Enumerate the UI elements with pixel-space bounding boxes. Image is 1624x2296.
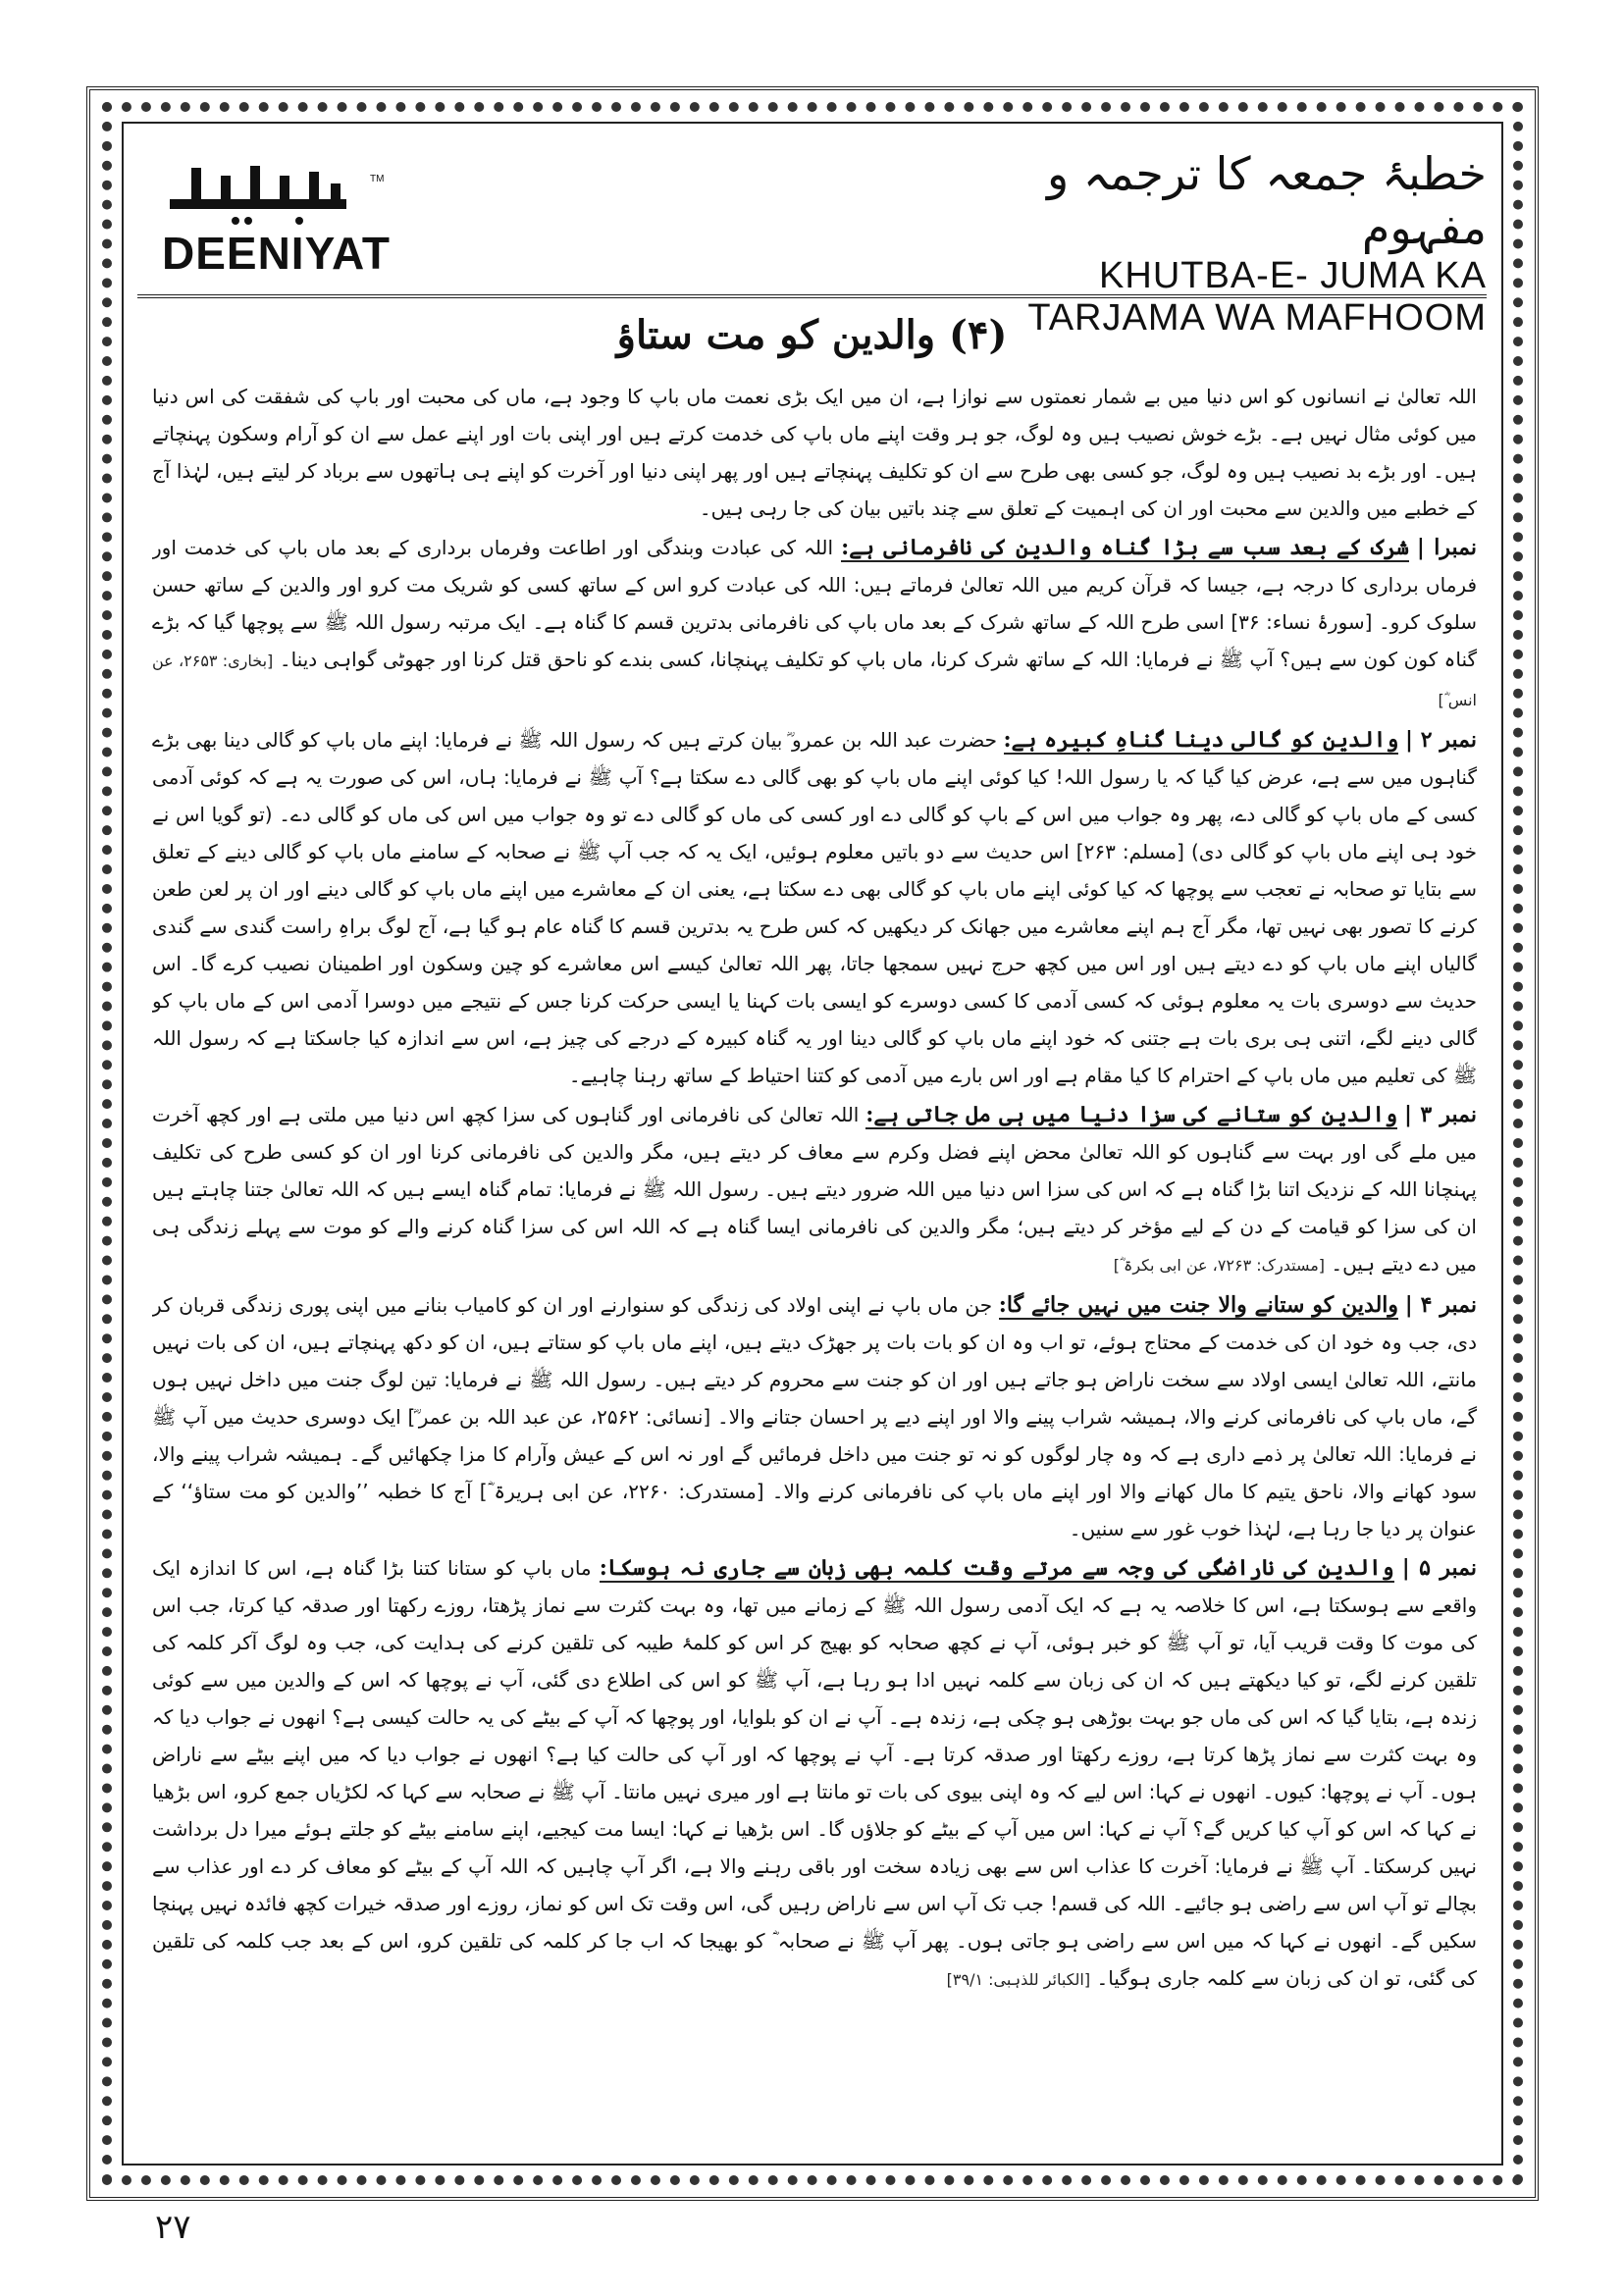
article-body [152,378,1477,2144]
section-number: نمبر ۴ | [1404,1292,1477,1318]
section-reference: [الکبائر للذہبی: ۳۹/۱] [946,1970,1091,1989]
section-text: اللہ کی عبادت وبندگی اور اطاعت وفرماں برداری کے بعد ماں باپ کی خدمت اور فرماں برداری کا درجہ ہے، جیسا کہ قرآن کریم میں اللہ تعالیٰ فرماتے ہیں: اللہ کی عبادت کرو اس کے ساتھ کسی کو شریک مت کرو اور والدین کے ساتھ حسن سلوک کرو۔ [سورۂ نساء: ۳۶] اسی طرح اللہ کے ساتھ شرک کے بعد ماں باپ کی نافرمانی بدترین قسم کا گناہ ہے۔ ایک مرتبہ رسول اللہ ﷺ سے پوچھا گیا کہ بڑے گناہ کون کون سے ہیں؟ آپ ﷺ نے فرمایا: اللہ کے ساتھ شرک کرنا، ماں باپ کو تکلیف پہنچانا، کسی بندے کو ناحق قتل کرنا اور جھوٹی گواہی دینا۔ [152,536,1477,671]
section-5 [152,1549,1477,1999]
section-heading: والدین کی ناراضگی کی وجہ سے مرتے وقت کلمہ بھی زبان سے جاری نہ ہوسکا: [599,1555,1394,1581]
section-text: اللہ تعالیٰ کی نافرمانی اور گناہوں کی سزا کچھ اس دنیا میں ملتی ہے اور کچھ آخرت میں ملے گی اور بہت سے گناہوں کو اللہ تعالیٰ محض اپنے فضل وکرم سے معاف کر دیتے ہیں، مگر والدین کی نافرمانی کرنا اور ان کو کسی طرح کی تکلیف پہنچانا اللہ کے نزدیک اتنا بڑا گناہ ہے کہ اس کی سزا اس دنیا میں اللہ ضرور دیتے ہیں۔ رسول اللہ ﷺ نے فرمایا: تمام گناہ ایسے ہیں کہ اللہ تعالیٰ جتنا چاہتے ہیں ان کی سزا کو قیامت کے دن کے لیے مؤخر کر دیتے ہیں؛ مگر والدین کی نافرمانی ایسا گناہ ہے کہ اللہ اس کی سزا گناہ کرنے والے کو موت سے پہلے زندگی ہی میں دے دیتے ہیں۔ [152,1103,1477,1276]
section-text: جن ماں باپ نے اپنی اولاد کی زندگی کو سنوارنے اور ان کو کامیاب بنانے میں اپنی پوری زندگی قربان کر دی، جب وہ خود ان کی خدمت کے محتاج ہوئے، تو اب وہ ان کو بات بات پر جھڑک دیتے ہیں، اپنے ماں باپ کو ستاتے ہیں، ان کو دکھ پہنچاتے ہیں، ان کی بات نہیں مانتے، اللہ تعالیٰ ایسی اولاد سے سخت ناراض ہو جاتے ہیں اور ان کو جنت سے محروم کر دیتے ہیں۔ رسول اللہ ﷺ نے فرمایا: تین لوگ جنت میں داخل نہیں ہوں گے، ماں باپ کی نافرمانی کرنے والا، ہمیشہ شراب پینے والا اور اپنے دیے پر احسان جتانے والا۔ [نسائی: ۲۵۶۲، عن عبد اللہ بن عمر ؓ] ایک دوسری حدیث میں آپ ﷺ نے فرمایا: اللہ تعالیٰ پر ذمے داری ہے کہ وہ چار لوگوں کو نہ تو جنت میں داخل فرمائیں گے اور نہ اس کے عیش وآرام کا مزا چکھائیں گے۔ ہمیشہ شراب پینے والا، سود کھانے والا، ناحق یتیم کا مال کھانے والا اور اپنے ماں باپ کی نافرمانی کرنے والا۔ [مستدرک: ۲۲۶۰، عن ابی ہریرۃ ؓ] آج کا خطبہ ’’والدین کو مت ستاؤ‘‘ کے عنوان پر دیا جا رہا ہے، لہٰذا خوب غور سے سنیں۔ [152,1293,1477,1540]
section-4 [152,1286,1477,1547]
deeniyat-urdu-logo-mark [162,162,358,231]
section-reference: [مستدرک: ۷۲۶۳، عن ابی بکرۃ ؓ] [1113,1256,1326,1275]
section-3 [152,1096,1477,1284]
logo-wordmark: DEENIYAT [162,228,391,279]
section-reference: [بخاری: ۲۶۵۳، عن انس ؓ] [152,652,1477,709]
trademark-label: TM [370,174,385,184]
intro-paragraph: اللہ تعالیٰ نے انسانوں کو اس دنیا میں بے شمار نعمتوں سے نوازا ہے، ان میں ایک بڑی نعمت ماں باپ کا وجود ہے، ماں کی محبت اور باپ کی شفقت کی اس دنیا میں کوئی مثال نہیں ہے۔ بڑے خوش نصیب ہیں وہ لوگ، جو ہر وقت اپنے ماں باپ کی خدمت کرتے ہیں اور اپنی بات اور اپنے عمل سے ان کو آرام وسکون پہنچاتے ہیں۔ اور بڑے بد نصیب ہیں وہ لوگ، جو کسی بھی طرح سے ان کو تکلیف پہنچاتے ہیں اور پھر اپنی دنیا اور آخرت کو اپنے ہی ہاتھوں سے برباد کر لیتے ہیں، لہٰذا آج کے خطبے میں والدین سے محبت اور ان کی اہمیت کے تعلق سے چند باتیں بیان کی جا رہی ہیں۔ [152,385,1477,520]
page-header [976,147,1487,339]
section-text: ماں باپ کو ستانا کتنا بڑا گناہ ہے، اس کا اندازہ ایک واقعے سے ہوسکتا ہے، اس کا خلاصہ یہ ہے کہ ایک آدمی رسول اللہ ﷺ کے زمانے میں تھا، وہ بہت کثرت سے نماز پڑھتا، روزے رکھتا اور صدقہ کیا کرتا، جب اس کی موت کا وقت قریب آیا، تو آپ ﷺ کو خبر ہوئی، آپ نے کچھ صحابہ کو بھیج کر اس کو کلمۂ طیبہ کی تلقین کرنے کی ہدایت کی، جب وہ لوگ آکر کلمہ کی تلقین کرنے لگے، تو کیا دیکھتے ہیں کہ ان کی زبان سے کلمہ نہیں ادا ہو رہا ہے، آپ ﷺ کو اس کی اطلاع دی گئی، آپ نے پوچھا کہ اس کے والدین میں سے کوئی زندہ ہے، بتایا گیا کہ اس کی ماں جو بہت بوڑھی ہو چکی ہے، زندہ ہے۔ آپ نے ان کو بلوایا، اور پوچھا کہ آپ کے بیٹے کی یہ حالت کیسی ہے؟ انھوں نے جواب دیا کہ وہ بہت کثرت سے نماز پڑھا کرتا ہے، روزے رکھتا اور صدقہ کرتا ہے۔ آپ نے پوچھا کہ اور آپ کی حالت کیا ہے؟ انھوں نے جواب دیا کہ میں اپنے بیٹے سے ناراض ہوں۔ آپ نے پوچھا: کیوں۔ انھوں نے کہا: اس لیے کہ وہ اپنی بیوی کی بات تو مانتا ہے اور میری نہیں مانتا۔ آپ ﷺ نے صحابہ سے کہا کہ لکڑیاں جمع کرو، اس بڑھیا نے کہا کہ اس کو آپ کیا کریں گے؟ آپ نے کہا: اس میں آپ کے بیٹے کو جلاؤں گا۔ اس بڑھیا نے کہا: ایسا مت کیجیے، اپنے سامنے بیٹے کو جلتے ہوئے میرا دل برداشت نہیں کرسکتا۔ آپ ﷺ نے فرمایا: آخرت کا عذاب اس سے بھی زیادہ سخت اور باقی رہنے والا ہے، اگر آپ چاہیں کہ اللہ آپ کے بیٹے کو معاف کر دے اور عذاب سے بچالے تو آپ اس سے راضی ہو جائیے۔ اللہ کی قسم! جب تک آپ اس سے ناراض رہیں گی، اس وقت تک اس کو نماز، روزے اور صدقہ خیرات کچھ فائدہ نہیں پہنچا سکیں گے۔ انھوں نے کہا کہ میں اس سے راضی ہو جاتی ہوں۔ پھر آپ ﷺ نے صحابہ ؓ کو بھیجا کہ اب جا کر کلمہ کی تلقین کرو، اس کے بعد جب کلمہ کی تلقین کی گئی، تو ان کی زبان سے کلمہ جاری ہوگیا۔ [152,1556,1477,1990]
header-english-line1: KHUTBA-E- JUMA KA [1099,255,1487,297]
section-heading: شرک کے بعد سب سے بڑا گناہ والدین کی نافرمانی ہے: [841,535,1409,560]
article-title: (۴) والدین کو مت ستاؤ [616,312,1008,358]
section-heading: والدین کو ستانے والا جنت میں نہیں جائے گا: [998,1292,1399,1318]
section-text: حضرت عبد اللہ بن عمرو ؓ بیان کرتے ہیں کہ رسول اللہ ﷺ نے فرمایا: اپنے ماں باپ کو گالی دینا بھی بڑے گناہوں میں سے ہے، عرض کیا گیا کہ یا رسول اللہ! کیا کوئی اپنے ماں باپ کو بھی گالی دے سکتا ہے؟ آپ ﷺ نے فرمایا: ہاں، اس کی صورت یہ ہے کہ کوئی آدمی کسی کے ماں باپ کو گالی دے، پھر وہ جواب میں اس کے باپ کو گالی دے اور کسی کی ماں کو گالی دے تو وہ جواب میں اس کی ماں کو گالی دے۔ (تو گویا اس نے خود ہی اپنے ماں باپ کو گالی دی) [مسلم: ۲۶۳] اس حدیث سے دو باتیں معلوم ہوئیں، ایک یہ کہ جب آپ ﷺ نے صحابہ کے سامنے ماں باپ کو گالی دینے کے تعلق سے بتایا تو صحابہ نے تعجب سے پوچھا کہ کیا کوئی اپنے ماں باپ کو گالی بھی دے سکتا ہے، یعنی ان کے معاشرے میں اپنے ماں باپ کو گالی دینے اور ان پر لعن طعن کرنے کا تصور بھی نہیں تھا، مگر آج ہم اپنے معاشرے میں جھانک کر دیکھیں کہ کس طرح یہ بدترین قسم کا گناہ عام ہو گیا ہے، آج لوگ براہِ راست گندی سے گندی گالیاں اپنے ماں باپ کو دے دیتے ہیں اور اس میں کچھ حرج نہیں سمجھا جاتا، پھر اللہ تعالیٰ کیسے اس معاشرے کو چین وسکون اور اطمینان نصیب کرے گا۔ اس حدیث سے دوسری بات یہ معلوم ہوئی کہ کسی آدمی کا کسی دوسرے کو ایسی بات کہنا یا ایسی حرکت کرنا جس کے نتیجے میں دوسرا آدمی اس کے ماں باپ کو گالی دینے لگے، اتنی ہی بری بات ہے جتنی کہ خود اپنے ماں باپ کو گالی دینا اور یہ گناہ کبیرہ کے درجے کی چیز ہے، اس سے اندازہ کیا جاسکتا ہے کہ رسول اللہ ﷺ کی تعلیم میں ماں باپ کے احترام کا کیا مقام ہے اور اس بارے میں آدمی کو کتنا احتیاط کے ساتھ رہنا چاہیے۔ [152,728,1477,1087]
section-1 [152,529,1477,719]
header-divider [137,294,1487,298]
section-heading: والدین کو گالی دینا گناہِ کبیرہ ہے: [1003,727,1399,753]
section-heading: والدین کو ستانے کی سزا دنیا میں ہی مل جاتی ہے: [865,1102,1398,1127]
page-number: ۲۷ [155,2208,191,2247]
header-urdu-title: خطبۂ جمعہ کا ترجمہ و مفہوم [1047,147,1487,255]
header-english-line2: TARJAMA WA MAFHOOM [1027,296,1487,339]
section-number: نمبرا | [1416,535,1477,560]
section-number: نمبر ۲ | [1404,727,1477,753]
section-number: نمبر ۳ | [1404,1102,1477,1127]
deeniyat-logo [162,162,391,285]
section-number: نمبر ۵ | [1401,1555,1477,1581]
section-2 [152,721,1477,1094]
